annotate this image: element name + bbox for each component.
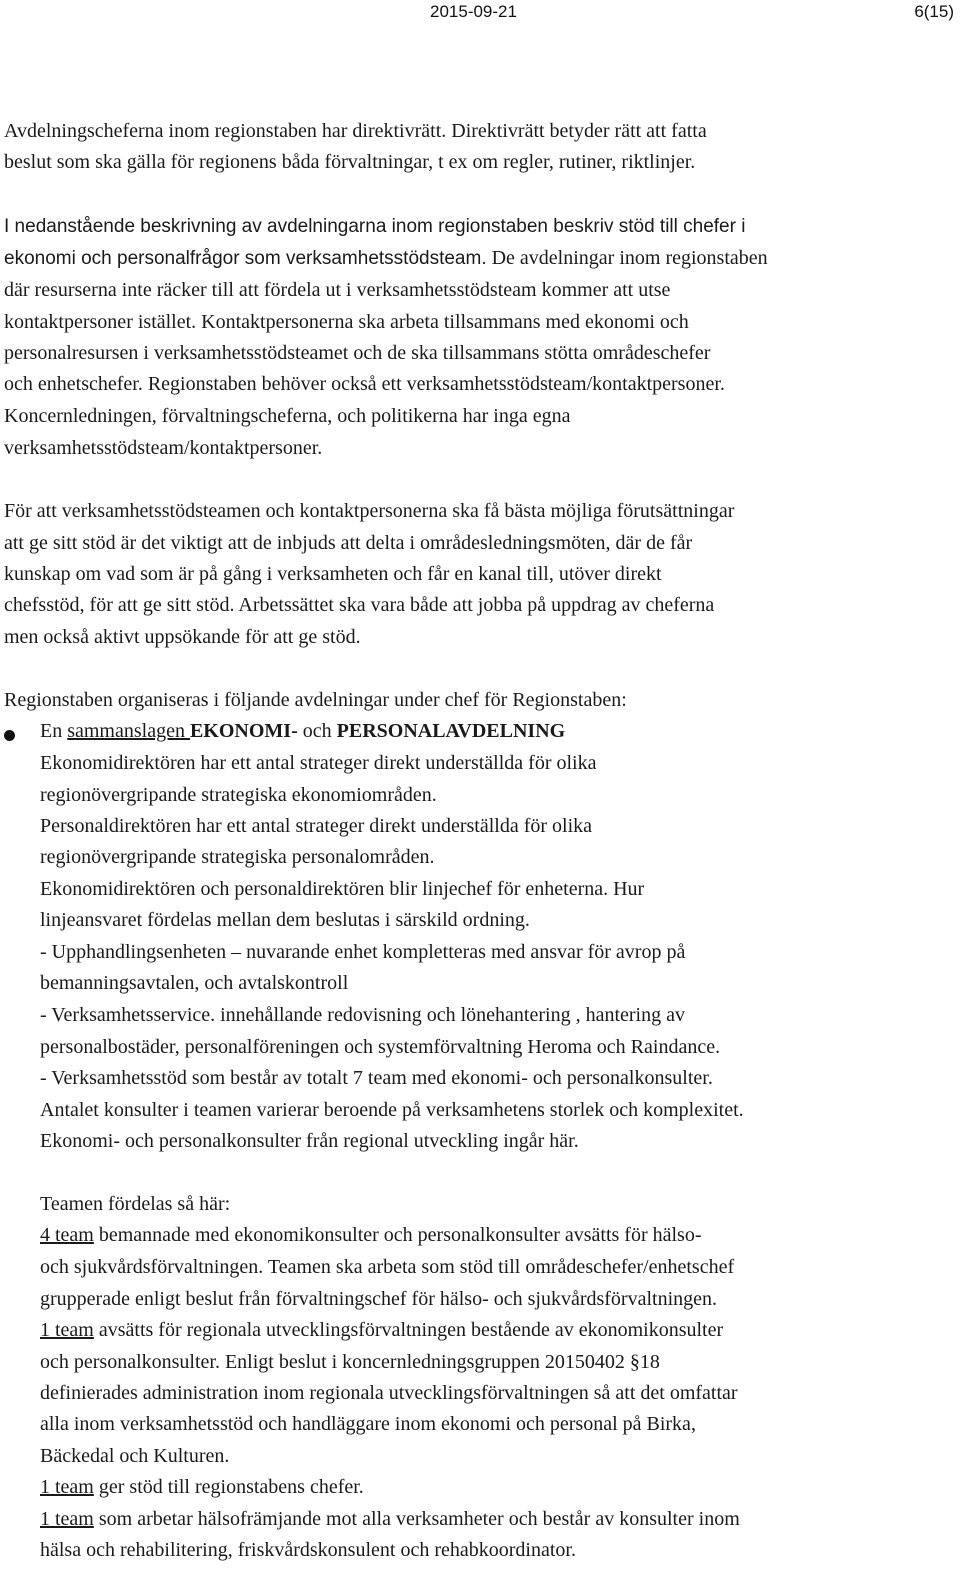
body-line-2: regionövergripande strategiska ekonomiområden. [40,784,437,806]
body-line-7: - Upphandlingsenheten – nuvarande enhet kompletteras med ansvar för avrop på [40,941,686,963]
page-header [0,2,960,26]
para2-line-5: personalresursen i verksamhetsstödsteamet och de ska tillsammans stötta områdeschefer [4,342,711,364]
team3-count: 1 team [40,1476,94,1498]
para3-line-2: att ge sitt stöd är det viktigt att de inbjuds att delta i områdesledningsmöten, där de får [4,532,693,554]
para3-line-4: chefsstöd, för att ge sitt stöd. Arbetssättet ska vara både att jobba på uppdrag av cheferna [4,594,715,616]
bullet-heading [40,718,565,744]
para2-line-1: I nedanstående beskrivning av avdelningarna inom regionstaben beskriv stöd till chefer i [4,216,746,237]
body-line-3: Personaldirektören har ett antal strateger direkt underställda för olika [40,815,593,837]
team4-count: 1 team [40,1508,94,1530]
para2-line-2a: ekonomi och personalfrågor som verksamhetsstödsteam. [4,248,487,269]
para2-line-8: verksamhetsstödsteam/kontaktpersoner. [4,437,323,459]
body-line-5: Ekonomidirektören och personaldirektören blir linjechef för enheterna. Hur [40,878,645,900]
body-line-11: - Verksamhetsstöd som består av totalt 7 team med ekonomi- och personalkonsulter. [40,1067,713,1089]
body-line-6: linjeansvaret fördelas mellan dem beslutas i särskild ordning. [40,909,530,931]
department-intro: Regionstaben organiseras i följande avdelningar under chef för Regionstaben: [4,689,627,711]
team1-line-1 [40,1222,702,1248]
body-line-10: personalbostäder, personalföreningen och systemförvaltning Heroma och Raindance. [40,1036,721,1058]
team1-count: 4 team [40,1224,94,1246]
body-line-9: - Verksamhetsservice. innehållande redovisning och lönehantering , hantering av [40,1004,685,1026]
team1-text-1: bemannade med ekonomikonsulter och personalkonsulter avsätts för hälso- [93,1224,702,1246]
bullet-pre: En [40,720,68,742]
team2-line-3: definierades administration inom regionala utvecklingsförvaltningen så att det omfattar [40,1382,738,1404]
bullet-bold-ekonomi: EKONOMI- [189,720,298,742]
bullet-mid: och [297,720,337,742]
team2-count: 1 team [40,1319,94,1341]
para2-line-6: och enhetschefer. Regionstaben behöver också ett verksamhetsstödsteam/kontaktpersoner. [4,373,725,395]
team3-text-1: ger stöd till regionstabens chefer. [93,1476,364,1498]
para3-line-1: För att verksamhetsstödsteamen och kontaktpersonerna ska få bästa möjliga förutsättningar [4,500,735,522]
para3-line-3: kunskap om vad som är på gång i verksamheten och får en kanal till, utöver direkt [4,563,662,585]
bullet-bold-personal: PERSONALAVDELNING [336,720,566,742]
para3-line-5: men också aktivt uppsökande för att ge stöd. [4,626,361,648]
para2-line-4a: kontaktpersoner istället. [4,311,197,333]
para1-line-1: Avdelningscheferna inom regionstaben har direktivrätt. Direktivrätt betyder rätt att fatta [4,120,707,142]
body-line-4: regionövergripande strategiska personalområden. [40,846,435,868]
page-number: 6(15) [914,2,954,21]
team4-line-1 [40,1506,740,1532]
body-line-12: Antalet konsulter i teamen varierar beroende på verksamhetens storlek och komplexitet. [40,1099,744,1121]
team1-line-3: grupperade enligt beslut från förvaltningschef för hälso- och sjukvårdsförvaltningen. [40,1288,718,1310]
para2-line-4 [4,309,689,335]
team2-text-1: avsätts för regionala utvecklingsförvaltningen bestående av ekonomikonsulter [93,1319,724,1341]
body-line-8: bemanningsavtalen, och avtalskontroll [40,972,349,994]
body-line-13: Ekonomi- och personalkonsulter från regional utveckling ingår här. [40,1130,579,1152]
para2-line-4b: Kontaktpersonerna ska arbeta tillsammans med ekonomi och [196,311,689,333]
team4-text-1: som arbetar hälsofrämjande mot alla verksamheter och består av konsulter inom [93,1508,740,1530]
para2-line-7: Koncernledningen, förvaltningscheferna, och politikerna har inga egna [4,405,571,427]
team2-line-1 [40,1317,723,1343]
para2-line-2 [4,245,768,272]
para1-line-2: beslut som ska gälla för regionens båda förvaltningar, t ex om regler, rutiner, riktlinjer. [4,151,696,173]
team1-line-2: och sjukvårdsförvaltningen. Teamen ska arbeta som stöd till områdeschefer/enhetschef [40,1256,735,1278]
team2-line-4: alla inom verksamhetsstöd och handläggare inom ekonomi och personal på Birka, [40,1413,696,1435]
team3-line-1 [40,1474,364,1500]
header-date: 2015-09-21 [430,2,517,21]
para2-line-2b: De avdelningar inom regionstaben [486,247,768,269]
bullet-icon [4,730,15,741]
bullet-underlined: sammanslagen [67,720,190,742]
team2-line-2: och personalkonsulter. Enligt beslut i koncernledningsgruppen 20150402 §18 [40,1351,660,1373]
team4-line-2: hälsa och rehabilitering, friskvårdskonsulent och rehabkoordinator. [40,1539,576,1561]
team2-line-5: Bäckedal och Kulturen. [40,1445,230,1467]
para2-line-3: där resurserna inte räcker till att fördela ut i verksamhetsstödsteam kommer att utse [4,279,671,301]
body-line-1: Ekonomidirektören har ett antal strateger direkt underställda för olika [40,752,597,774]
teams-heading: Teamen fördelas så här: [40,1193,231,1215]
